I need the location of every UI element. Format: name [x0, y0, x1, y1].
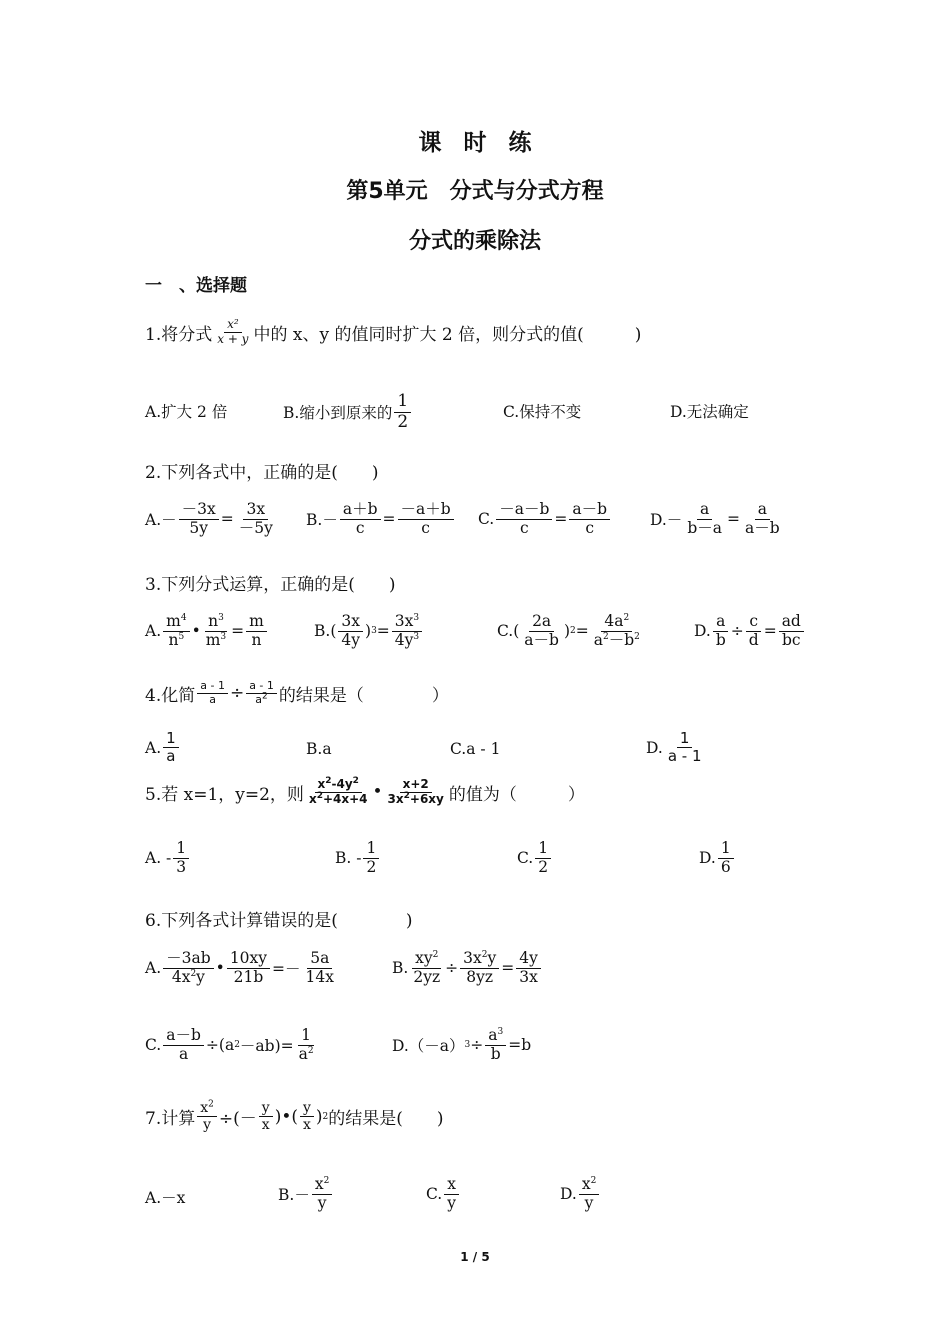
- q1-option-a: A.扩大 2 倍: [145, 403, 228, 421]
- q3-option-c: C.( $\frac{2a}{a-b}$ ) 2 = $\frac{4a^2}{a^2-b^2}$: [497, 612, 640, 649]
- q1-option-c: C.保持不变: [503, 403, 582, 421]
- q2-option-d: D.－ $\frac{a}{b-a}$ = $\frac{a}{a-b}$: [650, 500, 780, 537]
- q7-option-c: C. $\frac{x}{y}$: [426, 1176, 461, 1213]
- q6-option-b: B. $\frac{xy^2}{2yz}$ ÷ $\frac{3x^2y}{8yz}$ = $\frac{4y}{3x}$: [392, 950, 543, 987]
- question-2: 2.下列各式中，正确的是( ): [145, 463, 379, 483]
- page-number: 1 / 5: [460, 1250, 490, 1264]
- doc-title: 课时练: [418, 130, 554, 156]
- unit-title: 第5单元 分式与分式方程: [346, 179, 604, 204]
- q7-option-a: A.－x: [145, 1189, 186, 1207]
- question-3: 3.下列分式运算，正确的是( ): [145, 575, 396, 595]
- q3-option-a: A. $\frac{m^4}{n^5}$ • $\frac{n^3}{m^3}$ = $\frac{m}{n}$: [145, 613, 269, 650]
- question-6: 6.下列各式计算错误的是( ): [145, 911, 413, 931]
- q7-option-b: B.－ $\frac{x^2}{y}$: [278, 1176, 334, 1213]
- section-heading: 一 、选择题: [145, 276, 247, 296]
- q1-option-b: B.缩小到原来的 $\frac{1}{2}$: [283, 392, 413, 432]
- q1-fraction: $\frac{\text{x²}}{x + y}$: [217, 317, 249, 346]
- q4-option-c: C.a - 1: [450, 740, 501, 758]
- lesson-title: 分式的乘除法: [408, 229, 541, 254]
- q6-option-c: C. $\frac{a-b}{a}$ ÷(a 2 －ab)= $\frac{1}{a^2}$: [145, 1026, 314, 1063]
- q2-option-b: B.－ $\frac{a+b}{c}$ = $\frac{-a+b}{c}$: [306, 501, 456, 538]
- q3-option-b: B.( $\frac{3x}{4y}$ ) 3 = $\frac{3x^3}{4y^3}$: [314, 613, 424, 650]
- q2-option-a: A.－ $\frac{-3x}{5y}$ = $\frac{3x}{-5y}$: [145, 500, 273, 537]
- question-5: 5.若 x=1，y=2，则 $\frac{x^2-4y^2}{x^2+4x+4}$ • $\frac{x+2}{3x^2+6xy}$ 的值为（ ）: [145, 776, 585, 806]
- q6-option-d: D.（－a） 3 ÷ $\frac{a^3}{b}$ =b: [392, 1026, 532, 1063]
- q7-option-d: D. $\frac{x^2}{y}$: [560, 1176, 601, 1213]
- q3-option-d: D. $\frac{a}{b}$ ÷ $\frac{c}{d}$ = $\frac{ad}{bc}$: [694, 613, 806, 650]
- q4-option-a: A. $\frac{1}{a}$: [145, 730, 181, 766]
- q5-option-b: B. - $\frac{1}{2}$: [335, 840, 381, 877]
- q5-option-d: D. $\frac{1}{6}$: [699, 840, 736, 877]
- q5-option-c: C. $\frac{1}{2}$: [517, 840, 553, 877]
- q1-option-d: D.无法确定: [670, 403, 749, 421]
- q6-option-a: A. $\frac{-3ab}{4x^2y}$ • $\frac{10xy}{21b}$ =－ $\frac{5a}{14x}$: [145, 949, 335, 986]
- question-1: 1.将分式 $\frac{\text{x²}}{x + y}$ 中的 x、y 的值同时扩大 2 倍，则分式的值( ): [145, 317, 642, 346]
- question-7: 7.计算 $\frac{x^2}{y}$ ÷(－ $\frac{y}{x}$ )•( $\frac{y}{x}$ ) 2 的结果是( ): [145, 1099, 444, 1134]
- q4-option-b: B.a: [306, 740, 332, 758]
- question-4: 4.化简 $\frac{a - 1}{a}$ ÷ $\frac{a - 1}{a^2}$ 的结果是（ ）: [145, 679, 449, 706]
- q5-option-a: A. - $\frac{1}{3}$: [145, 840, 191, 877]
- q4-option-d: D. $\frac{1}{a - 1}$: [646, 729, 702, 766]
- q2-option-c: C. $\frac{-a-b}{c}$ = $\frac{a-b}{c}$: [478, 501, 612, 538]
